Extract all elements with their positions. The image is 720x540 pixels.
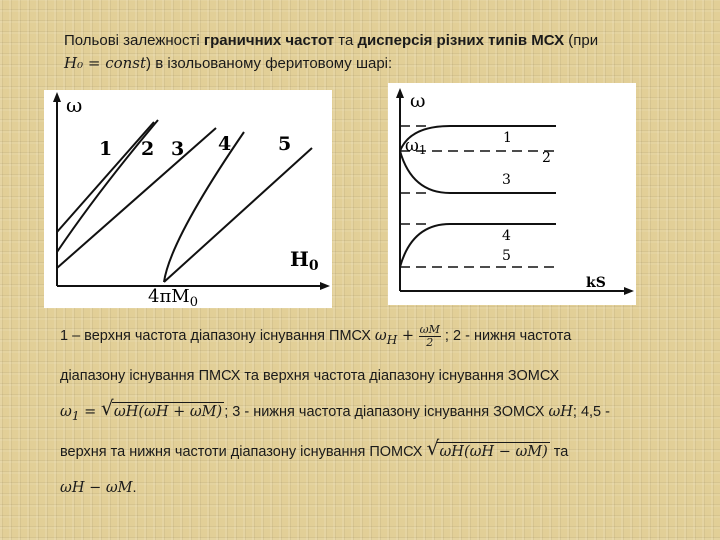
description-line-3 bbox=[60, 394, 670, 434]
formula-sub-1: 1 bbox=[71, 408, 80, 423]
formula-omega-diff: ωH − ωM bbox=[60, 479, 133, 496]
x-axis-label bbox=[290, 247, 319, 274]
curve-label-2: 2 bbox=[542, 150, 551, 166]
formula-fraction bbox=[419, 324, 441, 349]
desc-text: верхня та нижня частоти діапазону існування ПОМСХ bbox=[60, 443, 427, 460]
origin-label-4pim: 4πM bbox=[148, 286, 190, 307]
x-axis-label: kS bbox=[586, 275, 606, 291]
formula-omega-1 bbox=[60, 403, 80, 423]
origin-label-sub: 0 bbox=[189, 295, 198, 308]
curve-label-4: 4 bbox=[502, 228, 511, 244]
formula-omega-h: ωH bbox=[548, 403, 573, 420]
desc-text: ; 4,5 - bbox=[572, 403, 610, 420]
title-text: Польові залежності bbox=[64, 32, 204, 49]
curve-3 bbox=[400, 151, 556, 193]
fraction-denominator: 2 bbox=[426, 335, 434, 349]
dispersion-svg bbox=[388, 83, 636, 305]
title-text: (при bbox=[564, 32, 599, 49]
formula-omega: ω bbox=[60, 403, 72, 420]
curve-label-1: 1 bbox=[503, 130, 512, 146]
origin-label bbox=[148, 286, 198, 308]
y-axis-label: ω bbox=[410, 90, 426, 112]
y-axis-arrow bbox=[53, 92, 61, 102]
title-bold-dispersion: дисперсія різних типів МСХ bbox=[357, 32, 565, 49]
title-text: ) в ізольованому феритовому шарі: bbox=[146, 55, 393, 72]
x-axis-label-h: H bbox=[290, 247, 309, 271]
x-axis-label-sub: 0 bbox=[308, 258, 319, 274]
curve-4 bbox=[400, 224, 556, 267]
curve-label-3: 3 bbox=[171, 138, 185, 160]
curve-3 bbox=[57, 128, 216, 268]
formula-omega: ω bbox=[374, 328, 387, 344]
slide-title bbox=[64, 30, 664, 75]
title-text: та bbox=[334, 32, 358, 49]
formula-sqrt-sum bbox=[101, 394, 224, 430]
formula-equals: = bbox=[79, 403, 101, 420]
description-line-4 bbox=[60, 434, 670, 470]
desc-text: та bbox=[549, 443, 569, 460]
formula-sqrt-diff bbox=[426, 434, 549, 470]
omega-1-marker bbox=[405, 136, 427, 157]
field-dependence-svg bbox=[44, 90, 332, 308]
description-line-1 bbox=[60, 318, 670, 358]
fraction-numerator: ωM bbox=[419, 322, 440, 336]
desc-text: 1 – верхня частота діапазону існування ПМСХ bbox=[60, 328, 375, 344]
omega-1-label: ω bbox=[405, 136, 419, 156]
curve-label-5: 5 bbox=[502, 248, 511, 264]
curve-label-3: 3 bbox=[502, 172, 511, 188]
formula-sub-h: H bbox=[386, 332, 398, 347]
curve-descriptions bbox=[60, 318, 670, 506]
y-axis-arrow bbox=[396, 88, 404, 98]
title-math-h0-const: H₀ = const bbox=[64, 54, 147, 72]
title-bold-boundary-frequencies: граничних частот bbox=[203, 32, 335, 49]
formula-omega-h bbox=[374, 328, 398, 347]
formula-plus: + bbox=[397, 328, 419, 344]
dispersion-diagram bbox=[388, 83, 636, 305]
description-line-5 bbox=[60, 470, 670, 506]
field-dependence-diagram bbox=[44, 90, 332, 308]
desc-text: ; 2 - нижня частота bbox=[440, 328, 572, 344]
desc-text: ; 3 - нижня частота діапазону існування ЗОМСХ bbox=[224, 403, 549, 420]
omega-1-sub: 1 bbox=[418, 143, 427, 157]
x-axis-arrow bbox=[624, 287, 634, 295]
curve-label-1: 1 bbox=[99, 138, 113, 160]
curve-label-2: 2 bbox=[141, 138, 155, 160]
sqrt-radicand: ωH(ωH + ωM) bbox=[113, 403, 223, 420]
curve-label-4: 4 bbox=[218, 133, 232, 155]
desc-text: діапазону існування ПМСХ та верхня частота діапазону існування ЗОМСХ bbox=[60, 367, 560, 384]
y-axis-label: ω bbox=[66, 93, 83, 117]
x-axis-arrow bbox=[320, 282, 330, 290]
desc-text: . bbox=[132, 479, 137, 496]
sqrt-radicand: ωH(ωH − ωM) bbox=[439, 443, 548, 460]
curve-label-5: 5 bbox=[278, 133, 292, 155]
description-line-2 bbox=[60, 358, 670, 394]
